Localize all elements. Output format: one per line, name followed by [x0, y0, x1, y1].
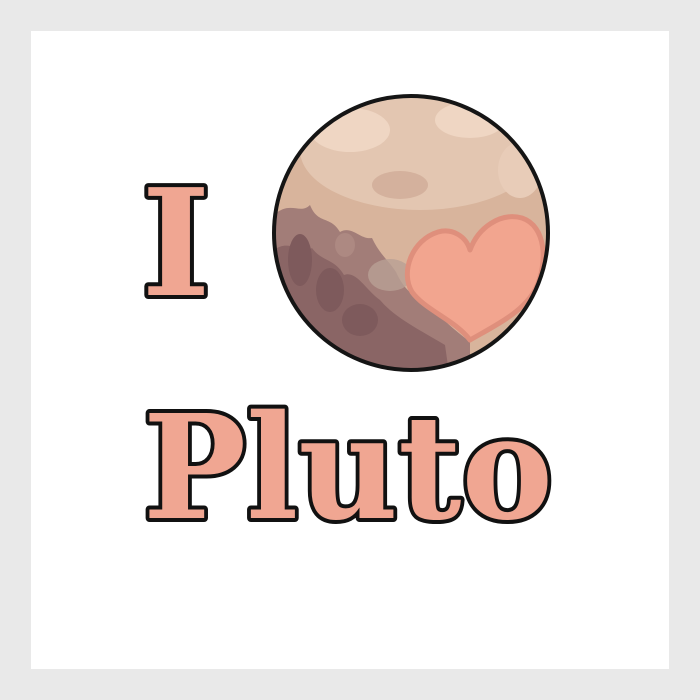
word-i: I: [141, 156, 211, 330]
word-pluto: Pluto: [143, 383, 553, 552]
dark-spot: [316, 268, 344, 312]
pluto-planet-icon: [260, 90, 548, 380]
dark-spot: [288, 234, 312, 286]
dark-spot: [342, 304, 378, 336]
planet-highlight: [372, 171, 428, 199]
grey-patch: [335, 233, 355, 257]
